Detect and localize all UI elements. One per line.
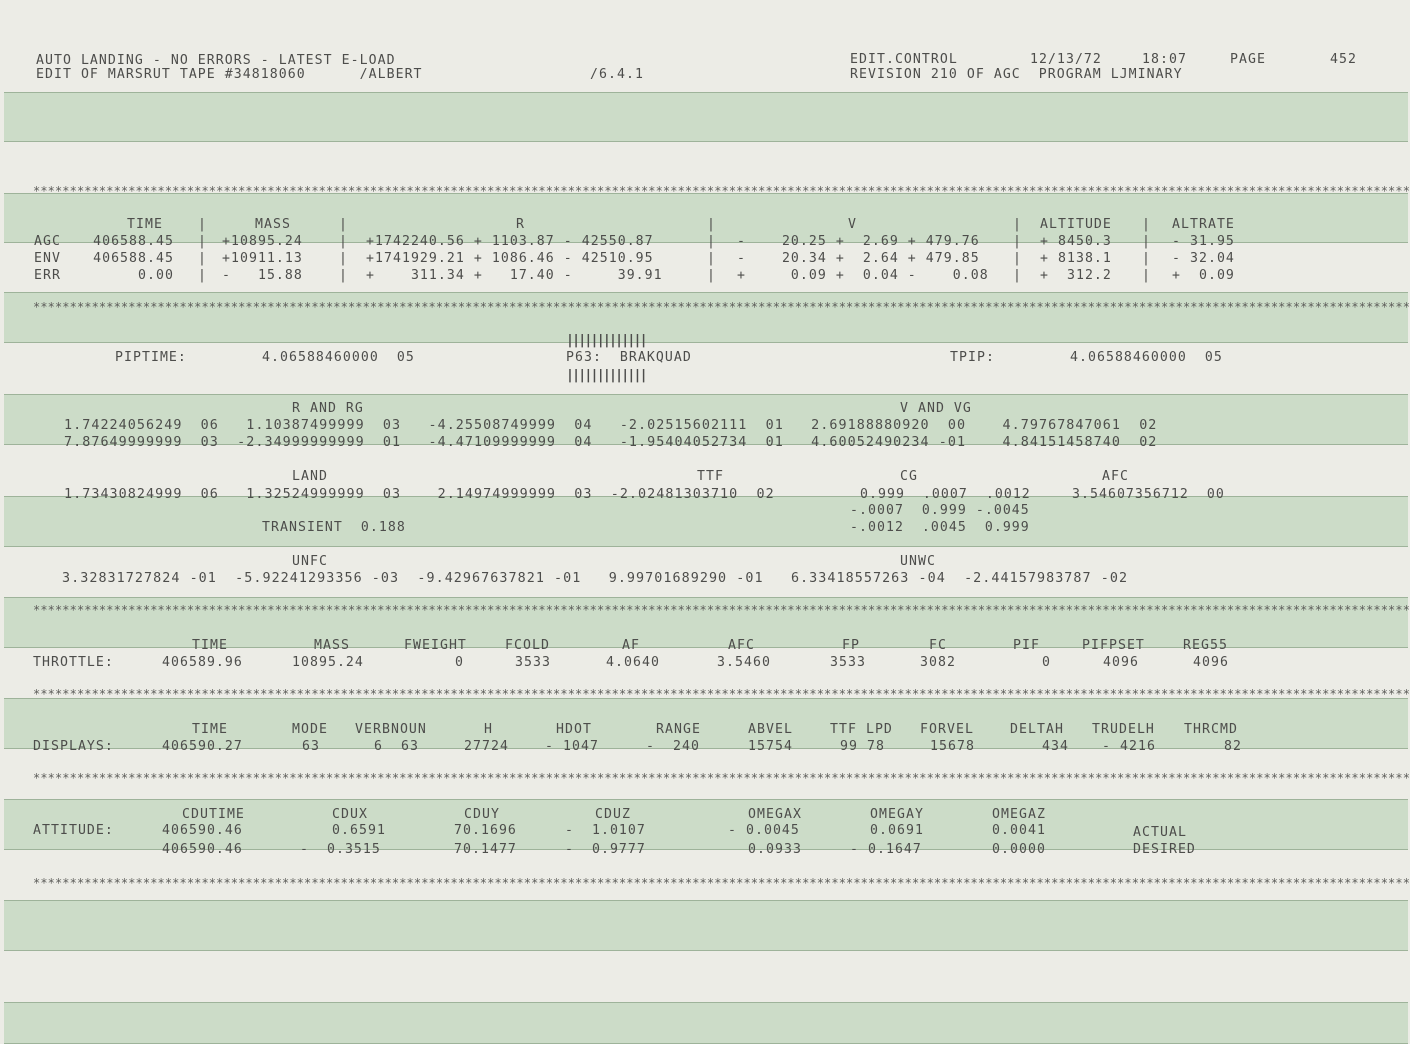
vector-row-1: 1.74224056249 06 1.10387499999 03 -4.25508749999 04 -2.02515602111 01 2.69188880920 00 4.79767847061 02	[64, 418, 1158, 433]
attitude-desired: - 0.3515	[300, 842, 381, 857]
attitude-actual: 0.0041	[992, 823, 1046, 838]
column-divider: |	[1013, 217, 1022, 232]
vector-row-2: 7.87649999999 03 -2.34999999999 01 -4.47109999999 04 -1.95404052734 01 4.60052490234 -01 4.84151458740 02	[64, 435, 1158, 450]
env-altrate: - 32.04	[1172, 251, 1235, 266]
column-divider: |	[707, 251, 716, 266]
attitude-desired: - 0.9777	[565, 842, 646, 857]
col-header-r: R	[516, 217, 525, 232]
displays-value: 6 63	[374, 739, 419, 754]
column-divider: |	[198, 234, 207, 249]
throttle-value: 0	[1042, 655, 1051, 670]
throttle-header: PIF	[1013, 638, 1040, 653]
throttle-header: AFC	[728, 638, 755, 653]
separator: ********************************************************************************************************************************************************************************************	[33, 184, 1410, 198]
column-divider: |	[707, 217, 716, 232]
throttle-value: 3.5460	[717, 655, 771, 670]
program-bars-bottom: |||||||||||||	[566, 368, 646, 383]
env-v: - 20.34 + 2.64 + 479.85	[737, 251, 980, 266]
agc-time: 406588.45	[93, 234, 174, 249]
displays-value: 434	[1042, 739, 1069, 754]
throttle-header: FC	[929, 638, 947, 653]
column-divider: |	[198, 268, 207, 283]
column-divider: |	[339, 268, 348, 283]
column-divider: |	[339, 251, 348, 266]
column-divider: |	[707, 268, 716, 283]
throttle-label: THROTTLE:	[33, 655, 114, 670]
column-divider: |	[1013, 234, 1022, 249]
separator: ********************************************************************************************************************************************************************************************	[33, 300, 1410, 314]
agc-altrate: - 31.95	[1172, 234, 1235, 249]
attitude-header: CDUTIME	[182, 807, 245, 822]
unwc-label: UNWC	[900, 554, 936, 569]
throttle-value: 4096	[1103, 655, 1139, 670]
throttle-header: AF	[622, 638, 640, 653]
displays-header: HDOT	[556, 722, 592, 737]
displays-header: TRUDELH	[1092, 722, 1155, 737]
throttle-value: 10895.24	[292, 655, 364, 670]
piptime-value: 4.06588460000 05	[262, 350, 415, 365]
column-divider: |	[339, 217, 348, 232]
land-row: 1.73430824999 06 1.32524999999 03 2.14974999999 03 -2.02481303710 02	[64, 487, 775, 502]
displays-value: 15754	[748, 739, 793, 754]
page-number: 452	[1330, 52, 1357, 67]
date: 12/13/72	[1030, 52, 1102, 67]
agc-v: - 20.25 + 2.69 + 479.76	[737, 234, 980, 249]
err-r: + 311.34 + 17.40 - 39.91	[366, 268, 663, 283]
throttle-header: FCOLD	[505, 638, 550, 653]
col-header-altitude: ALTITUDE	[1040, 217, 1112, 232]
agc-mass: +10895.24	[222, 234, 303, 249]
paper-band	[4, 92, 1408, 142]
throttle-value: 4.0640	[606, 655, 660, 670]
piptime-label: PIPTIME:	[115, 350, 187, 365]
displays-label: DISPLAYS:	[33, 739, 114, 754]
attitude-header: CDUX	[332, 807, 368, 822]
displays-header: VERBNOUN	[355, 722, 427, 737]
row-label-env: ENV	[34, 251, 61, 266]
tpip-value: 4.06588460000 05	[1070, 350, 1223, 365]
unfc-row: 3.32831727824 -01 -5.92241293356 -03 -9.42967637821 -01 9.99701689290 -01 6.33418557263 -04 -2.44157983787 -02	[62, 571, 1129, 586]
throttle-value: 0	[455, 655, 464, 670]
err-time: 0.00	[138, 268, 174, 283]
cg-row-2: -.0007 0.999 -.0045	[850, 503, 1030, 518]
agc-r: +1742240.56 + 1103.87 - 42550.87	[366, 234, 654, 249]
displays-value: - 240	[646, 739, 700, 754]
throttle-header: FWEIGHT	[404, 638, 467, 653]
attitude-header: CDUZ	[595, 807, 631, 822]
actual-label: ACTUAL	[1133, 825, 1187, 840]
err-altitude: + 312.2	[1040, 268, 1112, 283]
row-label-err: ERR	[34, 268, 61, 283]
column-divider: |	[707, 234, 716, 249]
separator: ********************************************************************************************************************************************************************************************	[33, 687, 1410, 701]
displays-header: MODE	[292, 722, 328, 737]
attitude-actual: 406590.46	[162, 823, 243, 838]
column-divider: |	[1142, 234, 1151, 249]
attitude-actual: - 0.0045	[728, 823, 800, 838]
land-label: LAND	[292, 469, 328, 484]
displays-header: RANGE	[656, 722, 701, 737]
displays-value: - 1047	[545, 739, 599, 754]
r-and-rg-label: R AND RG	[292, 401, 364, 416]
column-divider: |	[1013, 251, 1022, 266]
paper-band	[4, 496, 1408, 547]
env-mass: +10911.13	[222, 251, 303, 266]
env-altitude: + 8138.1	[1040, 251, 1112, 266]
column-divider: |	[1142, 268, 1151, 283]
throttle-value: 4096	[1193, 655, 1229, 670]
afc-label: AFC	[1102, 469, 1129, 484]
tpip-label: TPIP:	[950, 350, 995, 365]
displays-value: 82	[1224, 739, 1242, 754]
env-time: 406588.45	[93, 251, 174, 266]
revision-info: REVISION 210 OF AGC PROGRAM LJMINARY	[850, 67, 1183, 82]
displays-header: THRCMD	[1184, 722, 1238, 737]
page-label: PAGE	[1230, 52, 1266, 67]
cg-row-3: -.0012 .0045 0.999	[850, 520, 1030, 535]
throttle-value: 3082	[920, 655, 956, 670]
attitude-label: ATTITUDE:	[33, 823, 114, 838]
attitude-header: OMEGAZ	[992, 807, 1046, 822]
tape-info: EDIT OF MARSRUT TAPE #34818060 /ALBERT	[36, 67, 423, 82]
row-label-agc: AGC	[34, 234, 61, 249]
program-name: P63: BRAKQUAD	[566, 350, 692, 365]
err-v: + 0.09 + 0.04 - 0.08	[737, 268, 989, 283]
attitude-header: OMEGAX	[748, 807, 802, 822]
column-divider: |	[1142, 251, 1151, 266]
displays-header: ABVEL	[748, 722, 793, 737]
report-title: AUTO LANDING - NO ERRORS - LATEST E-LOAD	[36, 53, 396, 68]
displays-value: 27724	[464, 739, 509, 754]
throttle-value: 3533	[515, 655, 551, 670]
column-divider: |	[198, 217, 207, 232]
displays-header: FORVEL	[920, 722, 974, 737]
paper-band	[4, 1002, 1408, 1044]
throttle-value: 406589.96	[162, 655, 243, 670]
displays-header: H	[484, 722, 493, 737]
column-divider: |	[198, 251, 207, 266]
attitude-desired: 0.0933	[748, 842, 802, 857]
attitude-header: OMEGAY	[870, 807, 924, 822]
throttle-value: 3533	[830, 655, 866, 670]
env-r: +1741929.21 + 1086.46 - 42510.95	[366, 251, 654, 266]
displays-header: TIME	[192, 722, 228, 737]
displays-value: 99 78	[840, 739, 885, 754]
attitude-actual: 0.6591	[332, 823, 386, 838]
paper-band	[4, 900, 1408, 951]
throttle-header: FP	[842, 638, 860, 653]
col-header-time: TIME	[127, 217, 163, 232]
displays-value: 406590.27	[162, 739, 243, 754]
attitude-actual: 70.1696	[454, 823, 517, 838]
cg-row-1: 0.999 .0007 .0012	[860, 487, 1031, 502]
cg-label: CG	[900, 469, 918, 484]
unfc-label: UNFC	[292, 554, 328, 569]
agc-altitude: + 8450.3	[1040, 234, 1112, 249]
time: 18:07	[1142, 52, 1187, 67]
attitude-desired: 0.0000	[992, 842, 1046, 857]
col-header-v: V	[848, 217, 857, 232]
err-altrate: + 0.09	[1172, 268, 1235, 283]
err-mass: - 15.88	[222, 268, 303, 283]
v-and-vg-label: V AND VG	[900, 401, 972, 416]
attitude-desired: - 0.1647	[850, 842, 922, 857]
attitude-desired: 70.1477	[454, 842, 517, 857]
afc-value: 3.54607356712 00	[1072, 487, 1225, 502]
col-header-mass: MASS	[255, 217, 291, 232]
transient: TRANSIENT 0.188	[262, 520, 406, 535]
attitude-actual: 0.0691	[870, 823, 924, 838]
column-divider: |	[1142, 217, 1151, 232]
col-header-altrate: ALTRATE	[1172, 217, 1235, 232]
program-bars-top: |||||||||||||	[566, 333, 646, 348]
version-code: /6.4.1	[590, 67, 644, 82]
displays-header: DELTAH	[1010, 722, 1064, 737]
attitude-actual: - 1.0107	[565, 823, 646, 838]
displays-value: - 4216	[1102, 739, 1156, 754]
throttle-header: REG55	[1183, 638, 1228, 653]
displays-value: 15678	[930, 739, 975, 754]
column-divider: |	[339, 234, 348, 249]
desired-label: DESIRED	[1133, 842, 1196, 857]
throttle-header: PIFPSET	[1082, 638, 1145, 653]
edit-control: EDIT.CONTROL	[850, 52, 958, 67]
separator: ********************************************************************************************************************************************************************************************	[33, 603, 1410, 617]
throttle-header: TIME	[192, 638, 228, 653]
displays-value: 63	[302, 739, 320, 754]
throttle-header: MASS	[314, 638, 350, 653]
attitude-header: CDUY	[464, 807, 500, 822]
column-divider: |	[1013, 268, 1022, 283]
displays-header: TTF LPD	[830, 722, 893, 737]
ttf-label: TTF	[697, 469, 724, 484]
separator: ********************************************************************************************************************************************************************************************	[33, 876, 1410, 890]
separator: ********************************************************************************************************************************************************************************************	[33, 771, 1410, 785]
attitude-desired: 406590.46	[162, 842, 243, 857]
